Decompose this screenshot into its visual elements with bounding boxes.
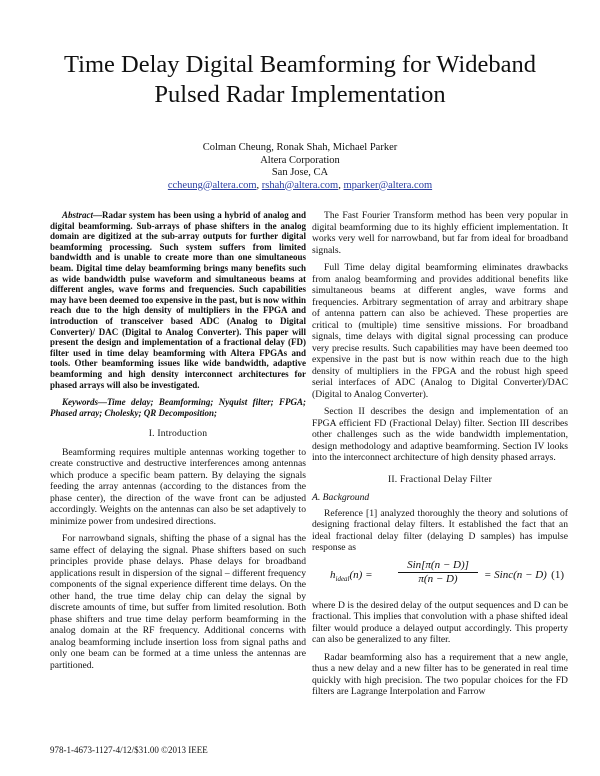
- subsection-heading-background: A. Background: [312, 492, 370, 503]
- author-emails: ccheung@altera.com, rshah@altera.com, mparker@altera.com: [167, 179, 433, 191]
- equation-1: [312, 560, 568, 594]
- left-column: [50, 210, 306, 677]
- equation-lhs: $h_{ideal}(n)$ =: [330, 568, 373, 583]
- paragraph: Beamforming requires multiple antennas working together to create constructive and destructive interferences among antennas which produce a specific beam pattern. By delaying the signals feeding the array antennas (according to the distances from the phase center), the direction of the wave front can be adjusted accordingly. Weights on the antennas can also be set adaptively to minimize power from undesired directions.: [50, 446, 306, 527]
- author-names: Colman Cheung, Ronak Shah, Michael Parker: [202, 142, 398, 153]
- copyright-footer: 978-1-4673-1127-4/12/$31.00 ©2013 IEEE: [50, 745, 208, 755]
- paper-title: Time Delay Digital Beamforming for Wideband Pulsed Radar Implementation: [64, 51, 536, 108]
- paragraph: Reference [1] analyzed thoroughly the theory and solutions of designing fractional delay filters. It established the fact that an ideal fractional delay filter (delaying D samples) has impulse response as: [312, 507, 568, 553]
- equation-denominator: π(n − D): [418, 573, 458, 585]
- email-link-ccheung[interactable]: ccheung@altera.com: [167, 179, 257, 191]
- paragraph: The Fast Fourier Transform method has been very popular in digital beamforming due to its highly efficient implementation. It works very well for narrowband, but far from ideal for broadband signals.: [312, 210, 568, 256]
- paragraph: where D is the desired delay of the output sequences and D can be fractional. This implies that convolution with a phase shifted ideal filter would produce a delayed output accordingly. This property can also be generalized to any filter.: [312, 599, 568, 645]
- author-block: [100, 142, 500, 192]
- section-heading-introduction: I. Introduction: [148, 428, 208, 440]
- abstract-lead: Abstract: [62, 210, 94, 220]
- keywords: Keywords—Time delay; Beamforming; Nyquist filter; FPGA; Phased array; Cholesky; QR Decomposition;: [50, 397, 306, 418]
- email-link-rshah[interactable]: rshah@altera.com: [261, 179, 339, 191]
- paragraph: Radar beamforming also has a requirement that a new angle, thus a new delay and a new filter has to be generated in real time quickly with high precision. The two popular choices for the FD filters are Lagrange Interpolation and Farrow: [312, 651, 568, 697]
- paragraph: Section II describes the design and implementation of an FPGA efficient FD (Fractional Delay) filter. Section III describes other challenges such as the wide bandwidth implementation, design methodology and adaptive beamforming. Section IV looks into the interconnect architecture of high density phased arrays.: [312, 406, 568, 463]
- equation-fraction: [398, 560, 478, 586]
- paragraph: For narrowband signals, shifting the phase of a signal has the same effect of delaying the signal. Phase shifters based on such principles provide phase delays. Phase delays for broadband applications result in dispersion of the signal – different frequency components of the signal experience different time delays. On the other hand, the true time delay chip can delay the signal by discrete amounts of time, but suffer from limited resolution. Both phase shifters and true time delay perform beamforming in the analog domain at the RF frequency. Additional concerns with analog beamforming include insertion loss from signal paths and only one beam can be formed at a time unless the antennas are partitioned.: [50, 533, 306, 671]
- equation-numerator: Sin[π(n − D)]: [398, 560, 478, 574]
- equation-rhs: = Sinc(n − D): [484, 568, 547, 581]
- equation-number: (1): [551, 568, 564, 581]
- email-link-mparker[interactable]: mparker@altera.com: [343, 179, 433, 191]
- abstract: [50, 210, 306, 390]
- author-location: San Jose, CA: [271, 167, 329, 178]
- author-org: Altera Corporation: [260, 154, 340, 166]
- right-column: [312, 210, 568, 704]
- section-heading-fractional-delay: II. Fractional Delay Filter: [388, 473, 492, 485]
- abstract-text: —Radar system has been using a hybrid of analog and digital beamforming. Sub-arrays of phase shifters in the analog domain are digitized at the sub-array outputs for further digital beamforming processing. Such system suffers from limited bandwidth and is unable to create more than one simultaneous beam. Digital time delay beamforming brings many benefits such as wide bandwidth pulse waveform and simultaneous beams at different angles, wave forms and frequencies. Such capabilities may have been deemed too expensive in the past, but is now within reach due to the high density of multipliers in the FPGA and introduction of transceiver based ADC (Analog to Digital Converter)/ DAC (Digital to Analog Converter). This paper will present the design and implementation of a fractional delay (FD) filter used in time delay beamforming with Altera FPGAs and tools. Other beamforming issues like wide bandwidth, adaptive beamforming and high density interconnect architectures for phased arrays will also be investigated.: [50, 210, 306, 390]
- paragraph: Full Time delay digital beamforming eliminates drawbacks from analog beamforming and provides additional benefits like simultaneous beams at different angles, wave forms and frequencies. Arbitrary segmentation of array and arbitrary shape of antenna pattern can also be achieved. These properties are critical to (multiple) time sensitive missions. For broadband signals, time delays with digital signal processing can produce very precise results. Such capabilities may have been deemed too expensive in the past but is now within reach due to the high density of multipliers in the FPGA and the robust high speed serial interfaces of ADC (Analog to Digital Converter)/DAC (Digital to Analog Converter).: [312, 262, 568, 400]
